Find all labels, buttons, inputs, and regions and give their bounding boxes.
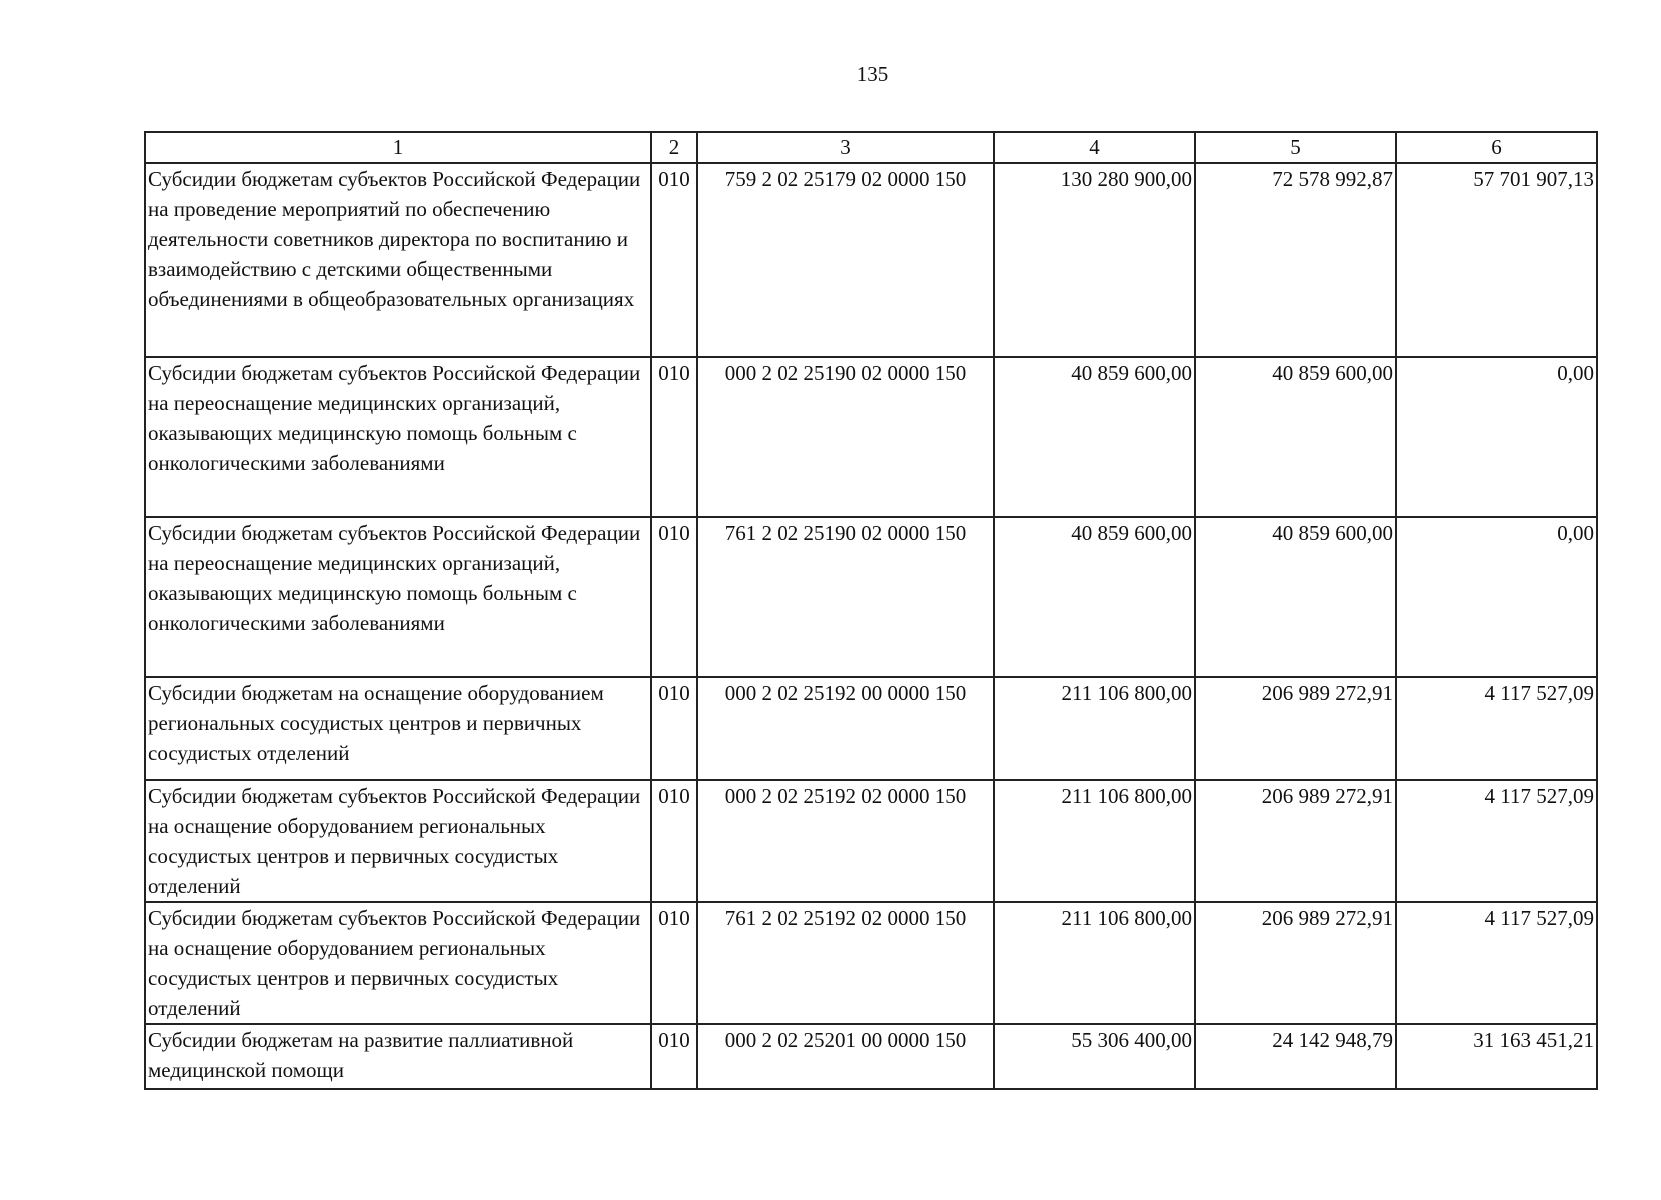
row-kbk: 761 2 02 25192 02 0000 150 — [697, 902, 994, 1024]
row-approved: 211 106 800,00 — [994, 780, 1195, 902]
budget-table — [144, 131, 1598, 1090]
row-approved: 130 280 900,00 — [994, 163, 1195, 357]
header-cell-6: 6 — [1396, 132, 1597, 163]
row-name: Субсидии бюджетам субъектов Российской Федерации на оснащение оборудованием региональных сосудистых центров и первичных сосудистых отделений — [145, 780, 651, 902]
row-executed: 24 142 948,79 — [1195, 1024, 1396, 1089]
header-cell-4: 4 — [994, 132, 1195, 163]
row-unexecuted: 4 117 527,09 — [1396, 780, 1597, 902]
row-name: Субсидии бюджетам на развитие паллиативной медицинской помощи — [145, 1024, 651, 1089]
row-kbk: 759 2 02 25179 02 0000 150 — [697, 163, 994, 357]
header-cell-2: 2 — [651, 132, 697, 163]
row-unexecuted: 31 163 451,21 — [1396, 1024, 1597, 1089]
table-row — [145, 517, 1597, 677]
row-kbk: 000 2 02 25192 00 0000 150 — [697, 677, 994, 780]
row-executed: 206 989 272,91 — [1195, 780, 1396, 902]
row-executed: 40 859 600,00 — [1195, 517, 1396, 677]
row-approved: 211 106 800,00 — [994, 677, 1195, 780]
row-unexecuted: 0,00 — [1396, 517, 1597, 677]
row-approved: 211 106 800,00 — [994, 902, 1195, 1024]
row-name: Субсидии бюджетам субъектов Российской Федерации на оснащение оборудованием региональных сосудистых центров и первичных сосудистых отделений — [145, 902, 651, 1024]
row-executed: 206 989 272,91 — [1195, 677, 1396, 780]
row-name: Субсидии бюджетам на оснащение оборудованием региональных сосудистых центров и первичных сосудистых отделений — [145, 677, 651, 780]
header-cell-5: 5 — [1195, 132, 1396, 163]
row-approved: 55 306 400,00 — [994, 1024, 1195, 1089]
row-kbk: 000 2 02 25201 00 0000 150 — [697, 1024, 994, 1089]
table-row — [145, 780, 1597, 902]
table-row — [145, 163, 1597, 357]
row-code: 010 — [651, 1024, 697, 1089]
table-header-row — [145, 132, 1597, 163]
table-row — [145, 902, 1597, 1024]
row-code: 010 — [651, 780, 697, 902]
header-cell-3: 3 — [697, 132, 994, 163]
row-kbk: 000 2 02 25192 02 0000 150 — [697, 780, 994, 902]
row-executed: 40 859 600,00 — [1195, 357, 1396, 517]
row-code: 010 — [651, 163, 697, 357]
table-row — [145, 677, 1597, 780]
row-name: Субсидии бюджетам субъектов Российской Федерации на переоснащение медицинских организаций, оказывающих медицинскую помощь больным с онкологическими заболеваниями — [145, 517, 651, 677]
row-name: Субсидии бюджетам субъектов Российской Федерации на проведение мероприятий по обеспечению деятельности советников директора по воспитанию и взаимодействию с детскими общественными объединениями в общеобразовательных организациях — [145, 163, 651, 357]
row-unexecuted: 4 117 527,09 — [1396, 677, 1597, 780]
page-number: 135 — [856, 62, 889, 86]
row-unexecuted: 57 701 907,13 — [1396, 163, 1597, 357]
row-code: 010 — [651, 517, 697, 677]
table-row — [145, 357, 1597, 517]
row-executed: 72 578 992,87 — [1195, 163, 1396, 357]
row-kbk: 000 2 02 25190 02 0000 150 — [697, 357, 994, 517]
row-code: 010 — [651, 357, 697, 517]
row-approved: 40 859 600,00 — [994, 357, 1195, 517]
row-kbk: 761 2 02 25190 02 0000 150 — [697, 517, 994, 677]
row-approved: 40 859 600,00 — [994, 517, 1195, 677]
row-code: 010 — [651, 677, 697, 780]
table-row — [145, 1024, 1597, 1089]
row-unexecuted: 4 117 527,09 — [1396, 902, 1597, 1024]
row-code: 010 — [651, 902, 697, 1024]
header-cell-1: 1 — [145, 132, 651, 163]
row-unexecuted: 0,00 — [1396, 357, 1597, 517]
row-name: Субсидии бюджетам субъектов Российской Федерации на переоснащение медицинских организаций, оказывающих медицинскую помощь больным с онкологическими заболеваниями — [145, 357, 651, 517]
row-executed: 206 989 272,91 — [1195, 902, 1396, 1024]
